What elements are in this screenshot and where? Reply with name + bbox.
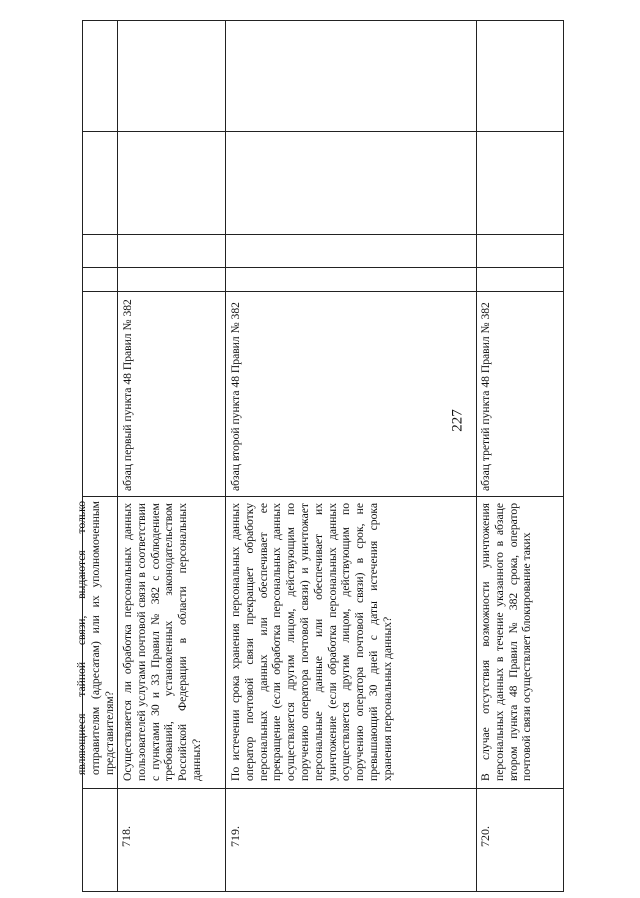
reference-cell-718: абзац первый пункта 48 Правил № 382 — [121, 299, 134, 491]
column-divider — [83, 267, 563, 268]
row-number-719: 719. — [228, 826, 242, 847]
question-cell-continuation: являющиеся тайной связи, выдаются только отправителям (адресатам) или их уполномоченным представителям? — [75, 501, 116, 775]
question-cell-720: В случае отсутствия возможности уничтожения персональных данных в течение указанного в абзаце втором пункта 48 Правил № 382 срока, оператор почтовой связи осуществляет блокирование таких — [479, 503, 534, 781]
row-divider — [225, 21, 226, 891]
reference-cell-720: абзац третий пункта 48 Правил № 382 — [479, 302, 492, 491]
checklist-table — [75, 20, 564, 892]
column-divider — [83, 234, 563, 235]
row-divider — [476, 21, 477, 891]
question-cell-719: По истечении срока хранения персональных данных оператор почтовой связи прекращает обработку персональных данных или обеспечивает ее прекращение (если обработка персональных данных осуществляется другим лицом, действующим по поручению оператора почтовой связи) и уничтожает персональные данные или обеспечивает их уничтожение (если обработка персональных данных осуществляется другим лицом, действующим по поручению оператора почтовой связи) в срок, не превышающий 30 дней с даты истечения срока хранения персональных данных? — [229, 503, 394, 781]
column-divider — [83, 291, 563, 292]
row-number-718: 718. — [119, 826, 133, 847]
column-divider — [83, 496, 563, 497]
row-number-720: 720. — [478, 826, 492, 847]
column-divider — [83, 131, 563, 132]
question-cell-718: Осуществляется ли обработка персональных данных пользователей услугами почтовой связи в соответствии с пунктами 30 и 33 Правил № 382 с соблюдением требований, установленных законодательством Российской Федерации в области персональных данных? — [121, 503, 203, 781]
page-number: 227 — [449, 409, 466, 432]
reference-cell-719: абзац второй пункта 48 Правил № 382 — [229, 302, 242, 491]
